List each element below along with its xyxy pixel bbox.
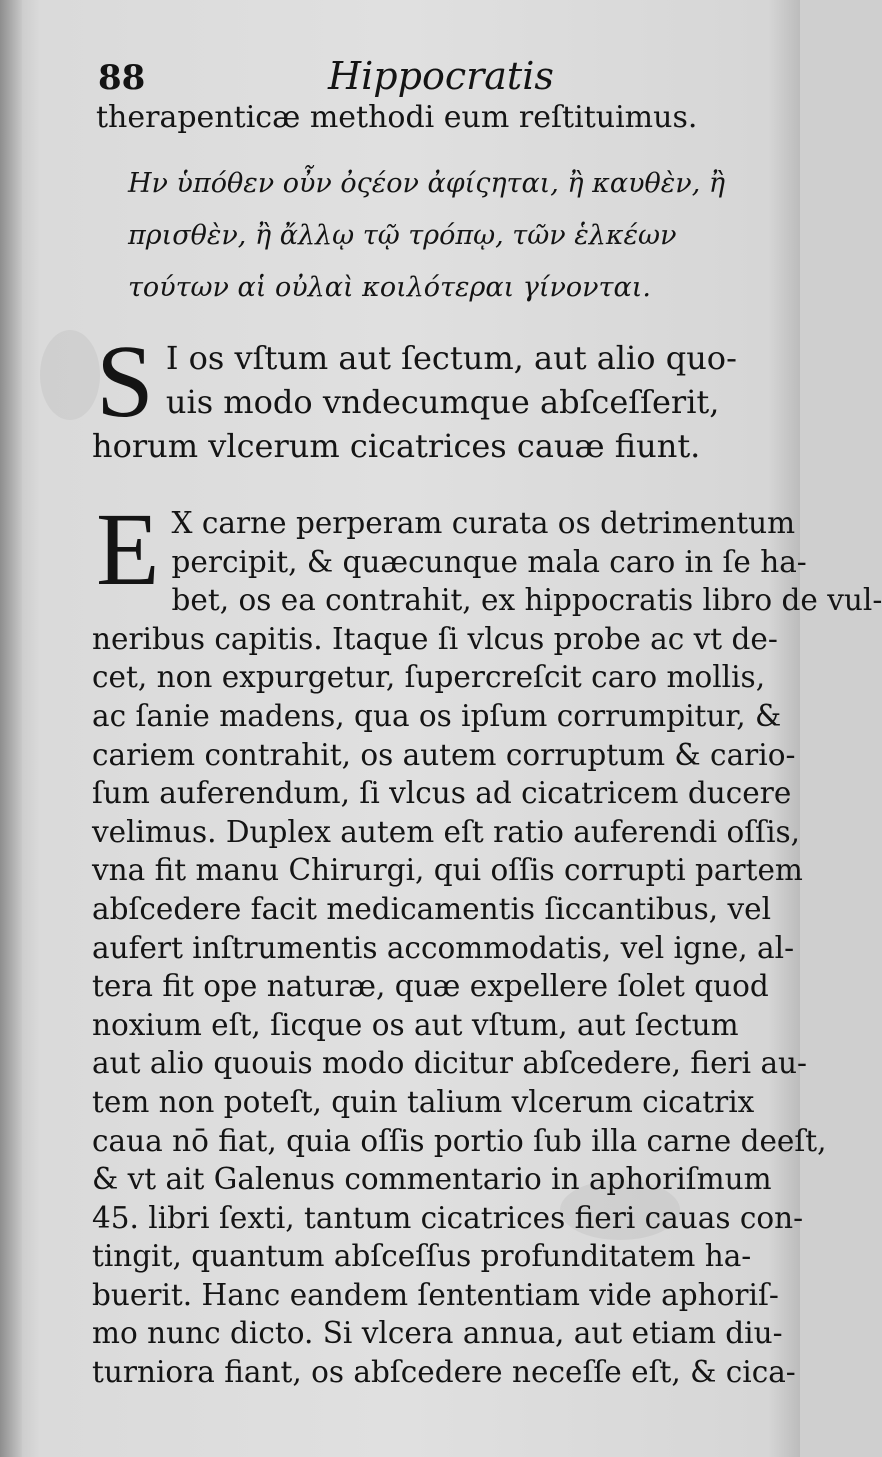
text-line: neribus capitis. Itaque ſi vlcus probe ac vt de-: [92, 621, 778, 656]
text-line: & vt ait Galenus commentario in aphoriſmum: [92, 1162, 772, 1197]
text-line: uis modo vndecumque abſceſſerit,: [165, 383, 720, 421]
text-line: mo nunc dicto. Si vlcera annua, aut etiam diu-: [92, 1316, 783, 1351]
greek-aphorism: [92, 158, 730, 314]
continued-text-line: therapenticæ methodi eum reſtituimus.: [96, 100, 698, 135]
text-line: I os vſtum aut ſectum, aut alio quo-: [165, 339, 737, 377]
text-line: bet, os ea contrahit, ex hippocratis libro de vul-: [171, 583, 882, 618]
latin-translation-paragraph: [92, 324, 737, 468]
text-line: tem non poteſt, quin talium vlcerum cicatrix: [92, 1084, 755, 1119]
text-line: aufert inſtrumentis accommodatis, vel igne, al-: [92, 930, 795, 965]
page-gutter-shadow: [0, 0, 22, 1457]
text-line: ac ſanie madens, qua os ipſum corrumpitur, &: [92, 698, 782, 733]
text-line: aut alio quouis modo dicitur abſcedere, fieri au-: [92, 1046, 808, 1081]
text-line: caua nō fiat, quia oſſis portio ſub illa carne deeſt,: [92, 1123, 827, 1158]
greek-line: Ην ὑπόθεν οὖν ὀςέον ἀφίςηται, ἢ καυθὲν, ἢ: [128, 168, 726, 199]
drop-cap: S: [96, 324, 154, 439]
text-line: buerit. Hanc eandem ſententiam vide aphoriſ-: [92, 1277, 779, 1312]
commentary-paragraph: [92, 492, 882, 1392]
text-line: turniora fiant, os abſcedere neceſſe eſt, & cica-: [92, 1355, 796, 1390]
text-line: cariem contrahit, os autem corruptum & cario-: [92, 737, 796, 772]
text-line: 45. libri ſexti, tantum cicatrices fieri cauas con-: [92, 1200, 804, 1235]
page-number: 88: [98, 58, 146, 98]
text-line: noxium eſt, ſicque os aut vſtum, aut ſectum: [92, 1007, 739, 1042]
text-line: vna fit manu Chirurgi, qui oſſis corrupti partem: [92, 853, 803, 888]
greek-line: πρισθὲν, ἢ ἄλλῳ τῷ τρόπῳ, τῶν ἑλκέων: [128, 220, 677, 251]
text-line: tingit, quantum abſceſſus profunditatem ha-: [92, 1239, 752, 1274]
text-line: ſum auferendum, ſi vlcus ad cicatricem ducere: [92, 776, 792, 811]
paper-stain: [40, 330, 100, 420]
text-line: X carne perperam curata os detrimentum: [171, 506, 796, 540]
text-line: velimus. Duplex autem eſt ratio auferendi oſſis,: [92, 814, 801, 849]
greek-line: τούτων αἱ οὐλαὶ κοιλότεραι γίνονται.: [128, 272, 651, 303]
running-title: Hippocratis: [328, 54, 554, 98]
text-line: tera fit ope naturæ, quæ expellere ſolet quod: [92, 969, 769, 1004]
text-line: horum vlcerum cicatrices cauæ fiunt.: [92, 427, 701, 465]
text-line: abſcedere facit medicamentis ſiccantibus, vel: [92, 891, 772, 926]
text-line: percipit, & quæcunque mala caro in ſe ha-: [171, 544, 807, 579]
text-line: cet, non expurgetur, ſupercreſcit caro mollis,: [92, 660, 766, 695]
drop-cap: E: [96, 492, 160, 607]
page-header: [98, 56, 730, 98]
